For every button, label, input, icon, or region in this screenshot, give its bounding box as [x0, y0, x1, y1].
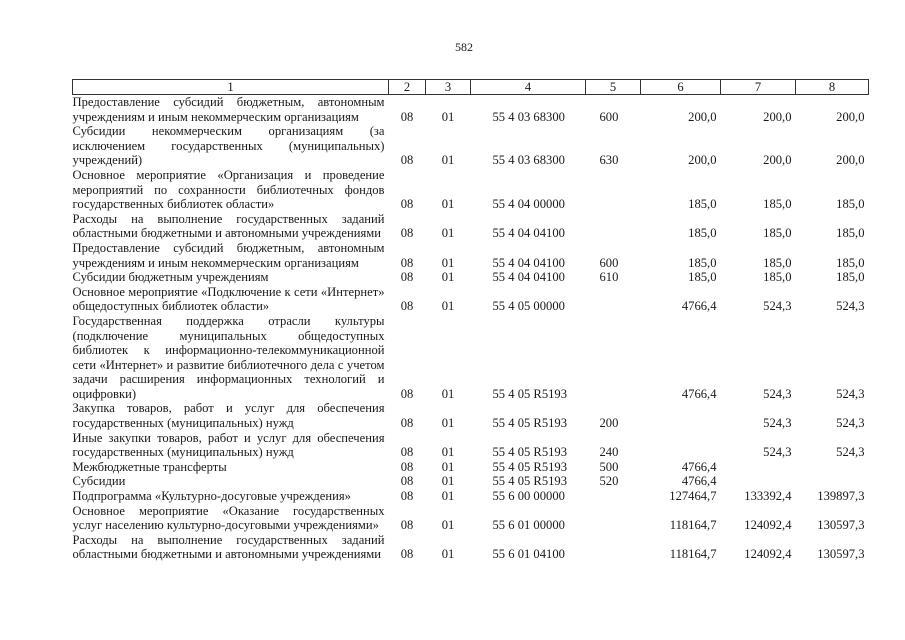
amount-col8: 185,0 [836, 270, 865, 285]
row-description: Государственная поддержка отрасли культуры (подключение муниципальных общедоступных библиотек к информационно-телекоммуникационной сети «Интернет» и развитие библиотечного дела с учетом задачи расширения информационных технологий и оцифровки) [72, 313, 385, 401]
expense-type-code: 200 [599, 416, 619, 431]
target-article-code: 55 4 03 68300 [492, 109, 565, 124]
section-code: 08 [400, 270, 414, 285]
amount-col7: 185,0 [763, 226, 792, 241]
target-article-code: 55 4 05 R5193 [492, 459, 568, 474]
amount-col8: 185,0 [836, 197, 865, 212]
table-row [73, 533, 869, 562]
target-article-code: 55 4 04 04100 [492, 270, 565, 285]
section-code: 08 [400, 153, 414, 168]
row-description: Подпрограмма «Культурно-досуговые учреждения» [72, 489, 351, 504]
row-description: Иные закупки товаров, работ и услуг для обеспечения государственных (муниципальных) нужд [72, 430, 385, 460]
table-row [73, 431, 869, 460]
section-code: 08 [400, 489, 414, 504]
column-header-7: 7 [721, 80, 796, 95]
target-article-code: 55 4 05 R5193 [492, 416, 568, 431]
subsection-code: 01 [441, 255, 455, 270]
section-code: 08 [400, 474, 414, 489]
subsection-code: 01 [441, 518, 455, 533]
target-article-code: 55 6 01 04100 [492, 547, 565, 562]
amount-col6: 4766,4 [681, 386, 717, 401]
subsection-code: 01 [441, 386, 455, 401]
expense-type-code [586, 504, 641, 533]
amount-col7: 524,3 [763, 299, 792, 314]
target-article-code: 55 4 05 R5193 [492, 445, 568, 460]
expense-type-code [586, 285, 641, 314]
amount-col8: 524,3 [836, 416, 865, 431]
table-row [73, 314, 869, 402]
amount-col6: 118164,7 [669, 547, 717, 562]
subsection-code: 01 [441, 459, 455, 474]
amount-col6: 200,0 [688, 109, 717, 124]
target-article-code: 55 4 05 R5193 [492, 474, 568, 489]
amount-col7: 124092,4 [744, 547, 792, 562]
amount-col8: 185,0 [836, 226, 865, 241]
expense-type-code [586, 314, 641, 402]
row-description: Закупка товаров, работ и услуг для обеспечения государственных (муниципальных) нужд [72, 401, 385, 431]
amount-col8: 524,3 [836, 299, 865, 314]
row-description: Расходы на выполнение государственных заданий областными бюджетными и автономными учреждениями [72, 211, 385, 241]
expense-type-code: 500 [599, 459, 619, 474]
header-row [73, 80, 869, 95]
amount-col8: 139897,3 [817, 489, 865, 504]
row-description: Предоставление субсидий бюджетным, автономным учреждениям и иным некоммерческим организациям [72, 240, 385, 270]
budget-table [72, 79, 869, 562]
table-row [73, 212, 869, 241]
table-row [73, 401, 869, 430]
column-header-3: 3 [426, 80, 471, 95]
column-header-8: 8 [796, 80, 869, 95]
section-code: 08 [400, 547, 414, 562]
amount-col7: 124092,4 [744, 518, 792, 533]
amount-col7: 524,3 [763, 386, 792, 401]
amount-col7: 185,0 [763, 270, 792, 285]
amount-col6: 185,0 [688, 226, 717, 241]
amount-col6: 4766,4 [681, 474, 717, 489]
target-article-code: 55 4 04 00000 [492, 197, 565, 212]
row-description: Субсидии бюджетным учреждениям [72, 270, 269, 285]
column-header-4: 4 [471, 80, 586, 95]
expense-type-code: 600 [599, 109, 619, 124]
section-code: 08 [400, 445, 414, 460]
subsection-code: 01 [441, 109, 455, 124]
subsection-code: 01 [441, 416, 455, 431]
table-row [73, 241, 869, 270]
subsection-code: 01 [441, 153, 455, 168]
amount-col8: 200,0 [836, 153, 865, 168]
amount-col6: 4766,4 [681, 299, 717, 314]
target-article-code: 55 4 05 R5193 [492, 386, 568, 401]
amount-col8 [796, 474, 869, 489]
expense-type-code: 610 [599, 270, 619, 285]
column-header-1: 1 [73, 80, 389, 95]
section-code: 08 [400, 518, 414, 533]
section-code: 08 [400, 459, 414, 474]
section-code: 08 [400, 226, 414, 241]
section-code: 08 [400, 386, 414, 401]
amount-col8: 130597,3 [817, 547, 865, 562]
section-code: 08 [400, 299, 414, 314]
expense-type-code: 520 [599, 474, 619, 489]
expense-type-code [586, 212, 641, 241]
amount-col7: 185,0 [763, 255, 792, 270]
table-row [73, 489, 869, 504]
page-number: 582 [455, 40, 473, 54]
row-description: Основное мероприятие «Подключение к сети «Интернет» общедоступных библиотек области» [72, 284, 385, 314]
expense-type-code: 240 [599, 445, 619, 460]
table-row [73, 460, 869, 475]
expense-type-code [586, 489, 641, 504]
target-article-code: 55 4 05 00000 [492, 299, 565, 314]
section-code: 08 [400, 255, 414, 270]
subsection-code: 01 [441, 547, 455, 562]
expense-type-code: 630 [599, 153, 619, 168]
row-description: Предоставление субсидий бюджетным, автономным учреждениям и иным некоммерческим организациям [72, 95, 385, 124]
amount-col8 [796, 460, 869, 475]
table-row [73, 168, 869, 212]
row-description: Межбюджетные трансферты [72, 459, 227, 474]
table-row [73, 270, 869, 285]
target-article-code: 55 6 01 00000 [492, 518, 565, 533]
amount-col6 [641, 431, 721, 460]
amount-col6: 127464,7 [669, 489, 717, 504]
amount-col6 [641, 401, 721, 430]
amount-col7: 185,0 [763, 197, 792, 212]
amount-col6: 118164,7 [669, 518, 717, 533]
table-row [73, 124, 869, 168]
amount-col7 [721, 460, 796, 475]
table-row [73, 504, 869, 533]
subsection-code: 01 [441, 197, 455, 212]
section-code: 08 [400, 109, 414, 124]
row-description: Основное мероприятие «Организация и проведение мероприятий по сохранности библиотечных фондов государственных библиотек области» [72, 167, 385, 212]
amount-col7: 524,3 [763, 445, 792, 460]
table-row [73, 95, 869, 125]
row-description: Основное мероприятие «Оказание государственных услуг населению культурно-досуговыми учреждениями» [72, 503, 385, 533]
target-article-code: 55 4 04 04100 [492, 226, 565, 241]
target-article-code: 55 4 04 04100 [492, 255, 565, 270]
expense-type-code [586, 168, 641, 212]
subsection-code: 01 [441, 299, 455, 314]
subsection-code: 01 [441, 270, 455, 285]
column-header-6: 6 [641, 80, 721, 95]
table-row [73, 474, 869, 489]
subsection-code: 01 [441, 445, 455, 460]
table-row [73, 285, 869, 314]
section-code: 08 [400, 197, 414, 212]
amount-col8: 130597,3 [817, 518, 865, 533]
amount-col8: 185,0 [836, 255, 865, 270]
subsection-code: 01 [441, 226, 455, 241]
amount-col7: 200,0 [763, 109, 792, 124]
section-code: 08 [400, 416, 414, 431]
expense-type-code [586, 533, 641, 562]
row-description: Субсидии [72, 474, 126, 489]
column-header-2: 2 [389, 80, 426, 95]
amount-col8: 524,3 [836, 386, 865, 401]
target-article-code: 55 6 00 00000 [492, 489, 565, 504]
amount-col6: 185,0 [688, 197, 717, 212]
amount-col7: 200,0 [763, 153, 792, 168]
column-header-5: 5 [586, 80, 641, 95]
amount-col8: 524,3 [836, 445, 865, 460]
amount-col6: 200,0 [688, 153, 717, 168]
amount-col6: 185,0 [688, 270, 717, 285]
amount-col7: 524,3 [763, 416, 792, 431]
amount-col8: 200,0 [836, 109, 865, 124]
amount-col7: 133392,4 [744, 489, 792, 504]
subsection-code: 01 [441, 489, 455, 504]
row-description: Расходы на выполнение государственных заданий областными бюджетными и автономными учреждениями [72, 532, 385, 562]
amount-col6: 4766,4 [681, 459, 717, 474]
target-article-code: 55 4 03 68300 [492, 153, 565, 168]
expense-type-code: 600 [599, 255, 619, 270]
amount-col7 [721, 474, 796, 489]
subsection-code: 01 [441, 474, 455, 489]
row-description: Субсидии некоммерческим организациям (за исключением государственных (муниципальных) учреждений) [72, 124, 385, 168]
amount-col6: 185,0 [688, 255, 717, 270]
